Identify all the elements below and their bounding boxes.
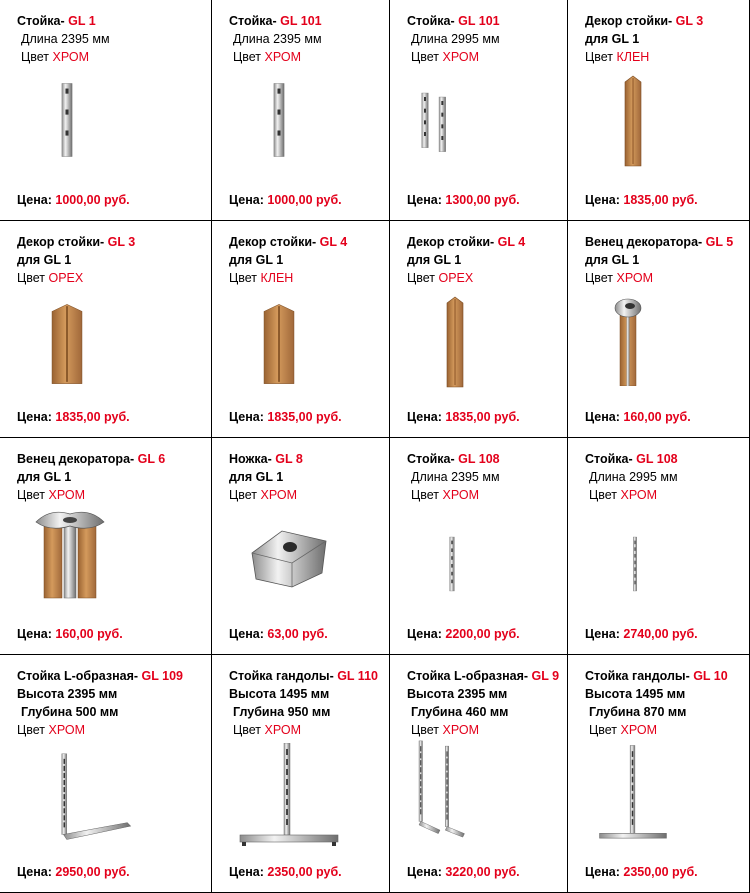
product-image [405, 731, 475, 847]
price-label: Цена: [407, 865, 446, 879]
price-value: 63,00 руб. [267, 627, 328, 641]
product-image [50, 750, 134, 850]
price-label: Цена: [229, 865, 268, 879]
price-value: 1000,00 руб. [267, 193, 342, 207]
product-image [45, 299, 89, 389]
product-spec [17, 703, 211, 721]
product-card [568, 221, 750, 438]
product-code: GL 6 [137, 452, 166, 466]
product-card [568, 438, 750, 655]
product-code: GL 4 [497, 235, 526, 249]
product-title [407, 667, 567, 685]
price-value: 1000,00 руб. [55, 193, 130, 207]
product-title [585, 233, 749, 251]
price-label: Цена: [17, 865, 56, 879]
spec-label: Стойка- [407, 14, 459, 28]
product-price [407, 863, 520, 881]
spec-label: для GL 1 [407, 253, 462, 267]
spec-label: для GL 1 [585, 32, 640, 46]
product-spec [407, 269, 567, 287]
product-card [390, 438, 568, 655]
product-image [262, 75, 296, 165]
product-color: ХРОМ [442, 723, 480, 737]
product-color: ХРОМ [52, 50, 90, 64]
product-code: GL 3 [675, 14, 704, 28]
product-spec [407, 30, 567, 48]
product-code: GL 4 [319, 235, 348, 249]
product-spec [17, 486, 211, 504]
price-label: Цена: [585, 627, 624, 641]
product-color: ХРОМ [620, 723, 658, 737]
product-spec [229, 486, 389, 504]
product-spec [585, 486, 749, 504]
product-spec [229, 685, 389, 703]
spec-label: Стойка- [407, 452, 459, 466]
product-price [585, 625, 698, 643]
product-price [17, 408, 130, 426]
spec-label: Цвет [585, 271, 617, 285]
product-card [390, 0, 568, 221]
product-color: ХРОМ [260, 488, 298, 502]
spec-label: Высота 2395 мм [407, 687, 508, 701]
product-image [257, 299, 301, 389]
product-code: GL 101 [280, 14, 322, 28]
price-label: Цена: [17, 410, 56, 424]
product-spec [17, 685, 211, 703]
spec-label: для GL 1 [229, 253, 284, 267]
product-title [17, 667, 211, 685]
spec-label: Глубина 500 мм [21, 705, 119, 719]
product-image [608, 296, 648, 386]
product-price [585, 191, 698, 209]
spec-label: Декор стойки- [229, 235, 320, 249]
spec-label: Цвет [411, 50, 443, 64]
product-spec [585, 468, 749, 486]
product-spec [585, 703, 749, 721]
price-label: Цена: [229, 627, 268, 641]
product-title [407, 450, 567, 468]
product-spec [17, 30, 211, 48]
product-color: ХРОМ [48, 488, 86, 502]
spec-label: Цвет [233, 723, 265, 737]
spec-label: для GL 1 [17, 253, 72, 267]
spec-label: Венец декоратора- [17, 452, 138, 466]
product-title [229, 450, 389, 468]
product-spec [585, 48, 749, 66]
product-spec [229, 48, 389, 66]
spec-label: Глубина 870 мм [589, 705, 687, 719]
price-label: Цена: [407, 410, 446, 424]
product-image [590, 743, 676, 853]
product-card [212, 438, 390, 655]
product-title [229, 233, 389, 251]
price-label: Цена: [585, 193, 624, 207]
price-label: Цена: [585, 865, 624, 879]
product-spec [17, 48, 211, 66]
spec-label: Декор стойки- [585, 14, 676, 28]
product-code: GL 108 [636, 452, 678, 466]
product-card [390, 221, 568, 438]
spec-label: Цвет [589, 488, 621, 502]
product-card [390, 655, 568, 893]
product-color: ОРЕХ [48, 271, 84, 285]
product-spec [229, 251, 389, 269]
product-code: GL 9 [531, 669, 560, 683]
product-card [0, 655, 212, 893]
product-color: ХРОМ [442, 488, 480, 502]
price-value: 2740,00 руб. [623, 627, 698, 641]
price-label: Цена: [229, 193, 268, 207]
price-value: 2350,00 руб. [267, 865, 342, 879]
product-image [415, 78, 455, 168]
price-value: 1835,00 руб. [445, 410, 520, 424]
product-price [229, 625, 328, 643]
price-label: Цена: [17, 627, 56, 641]
product-spec [407, 48, 567, 66]
price-label: Цена: [407, 193, 446, 207]
spec-label: Цвет [411, 723, 443, 737]
spec-label: Цвет [229, 488, 261, 502]
product-image [234, 743, 344, 853]
spec-label: Длина 2395 мм [21, 32, 110, 46]
product-price [229, 863, 342, 881]
product-image [30, 503, 110, 603]
spec-label: Стойка L-образная- [407, 669, 532, 683]
product-color: ОРЕХ [438, 271, 474, 285]
spec-label: Цвет [233, 50, 265, 64]
product-price [585, 863, 698, 881]
product-code: GL 5 [705, 235, 734, 249]
price-value: 2950,00 руб. [55, 865, 130, 879]
product-code: GL 8 [275, 452, 303, 466]
spec-label: Длина 2995 мм [589, 470, 678, 484]
product-title [17, 450, 211, 468]
product-price [229, 191, 342, 209]
product-color: ХРОМ [620, 488, 658, 502]
product-image [440, 516, 464, 612]
product-image [435, 296, 475, 388]
spec-label: Цвет [407, 271, 439, 285]
product-code: GL 10 [693, 669, 728, 683]
spec-label: Глубина 950 мм [233, 705, 331, 719]
product-title [585, 667, 749, 685]
product-color: ХРОМ [264, 723, 302, 737]
product-title [585, 450, 749, 468]
product-code: GL 109 [141, 669, 183, 683]
product-title [407, 12, 567, 30]
spec-label: Цвет [17, 488, 49, 502]
product-spec [407, 251, 567, 269]
spec-label: Стойка гандолы- [229, 669, 338, 683]
product-spec [585, 251, 749, 269]
product-price [407, 625, 520, 643]
product-code: GL 1 [68, 14, 96, 28]
price-label: Цена: [229, 410, 268, 424]
spec-label: Цвет [585, 50, 617, 64]
product-color: ХРОМ [616, 271, 654, 285]
spec-label: Длина 2395 мм [411, 470, 500, 484]
spec-label: Высота 1495 мм [585, 687, 686, 701]
product-title [17, 12, 211, 30]
product-price [17, 191, 130, 209]
product-card [568, 655, 750, 893]
product-image [50, 75, 84, 165]
spec-label: для GL 1 [585, 253, 640, 267]
spec-label: Глубина 460 мм [411, 705, 509, 719]
product-code: GL 101 [458, 14, 500, 28]
product-price [17, 625, 123, 643]
spec-label: Декор стойки- [407, 235, 498, 249]
price-value: 2350,00 руб. [623, 865, 698, 879]
product-card [212, 0, 390, 221]
product-title [229, 12, 389, 30]
product-spec [229, 30, 389, 48]
product-code: GL 110 [337, 669, 378, 683]
product-code: GL 108 [458, 452, 500, 466]
product-spec [585, 685, 749, 703]
product-card [0, 221, 212, 438]
price-value: 3220,00 руб. [445, 865, 520, 879]
product-spec [229, 703, 389, 721]
price-value: 160,00 руб. [55, 627, 123, 641]
spec-label: Стойка гандолы- [585, 669, 694, 683]
price-label: Цена: [585, 410, 624, 424]
product-spec [229, 269, 389, 287]
product-color: КЛЕН [616, 50, 650, 64]
spec-label: Цвет [21, 50, 53, 64]
price-value: 1835,00 руб. [623, 193, 698, 207]
product-spec [407, 486, 567, 504]
spec-label: для GL 1 [17, 470, 72, 484]
product-image [623, 516, 647, 612]
product-title [407, 233, 567, 251]
price-value: 1835,00 руб. [267, 410, 342, 424]
product-spec [17, 468, 211, 486]
spec-label: Высота 1495 мм [229, 687, 330, 701]
product-code: GL 3 [107, 235, 136, 249]
product-spec [407, 468, 567, 486]
product-spec [585, 721, 749, 739]
product-spec [229, 468, 389, 486]
product-card [0, 438, 212, 655]
spec-label: Стойка- [229, 14, 281, 28]
product-image [613, 75, 653, 167]
price-value: 160,00 руб. [623, 410, 691, 424]
product-title [17, 233, 211, 251]
price-value: 1300,00 руб. [445, 193, 520, 207]
price-label: Цена: [407, 627, 446, 641]
product-image [242, 518, 332, 598]
product-card [0, 0, 212, 221]
product-spec [17, 721, 211, 739]
product-title [585, 12, 749, 30]
product-price [407, 408, 520, 426]
product-spec [17, 251, 211, 269]
spec-label: Цвет [17, 271, 49, 285]
spec-label: для GL 1 [229, 470, 284, 484]
product-spec [585, 269, 749, 287]
product-price [229, 408, 342, 426]
product-card [568, 0, 750, 221]
product-spec [585, 30, 749, 48]
product-color: ХРОМ [48, 723, 86, 737]
spec-label: Цвет [229, 271, 261, 285]
product-spec [229, 721, 389, 739]
price-value: 2200,00 руб. [445, 627, 520, 641]
product-price [407, 191, 520, 209]
spec-label: Стойка L-образная- [17, 669, 142, 683]
product-color: ХРОМ [442, 50, 480, 64]
spec-label: Декор стойки- [17, 235, 108, 249]
price-label: Цена: [17, 193, 56, 207]
product-price [585, 408, 691, 426]
product-spec [407, 685, 567, 703]
spec-label: Стойка- [17, 14, 69, 28]
product-color: КЛЕН [260, 271, 294, 285]
spec-label: Длина 2995 мм [411, 32, 500, 46]
product-price [17, 863, 130, 881]
spec-label: Ножка- [229, 452, 276, 466]
spec-label: Цвет [589, 723, 621, 737]
price-value: 1835,00 руб. [55, 410, 130, 424]
product-spec [407, 703, 567, 721]
product-card [212, 221, 390, 438]
product-spec [17, 269, 211, 287]
spec-label: Длина 2395 мм [233, 32, 322, 46]
spec-label: Венец декоратора- [585, 235, 706, 249]
product-title [229, 667, 389, 685]
spec-label: Стойка- [585, 452, 637, 466]
spec-label: Высота 2395 мм [17, 687, 118, 701]
product-card [212, 655, 390, 893]
spec-label: Цвет [411, 488, 443, 502]
spec-label: Цвет [17, 723, 49, 737]
product-color: ХРОМ [264, 50, 302, 64]
